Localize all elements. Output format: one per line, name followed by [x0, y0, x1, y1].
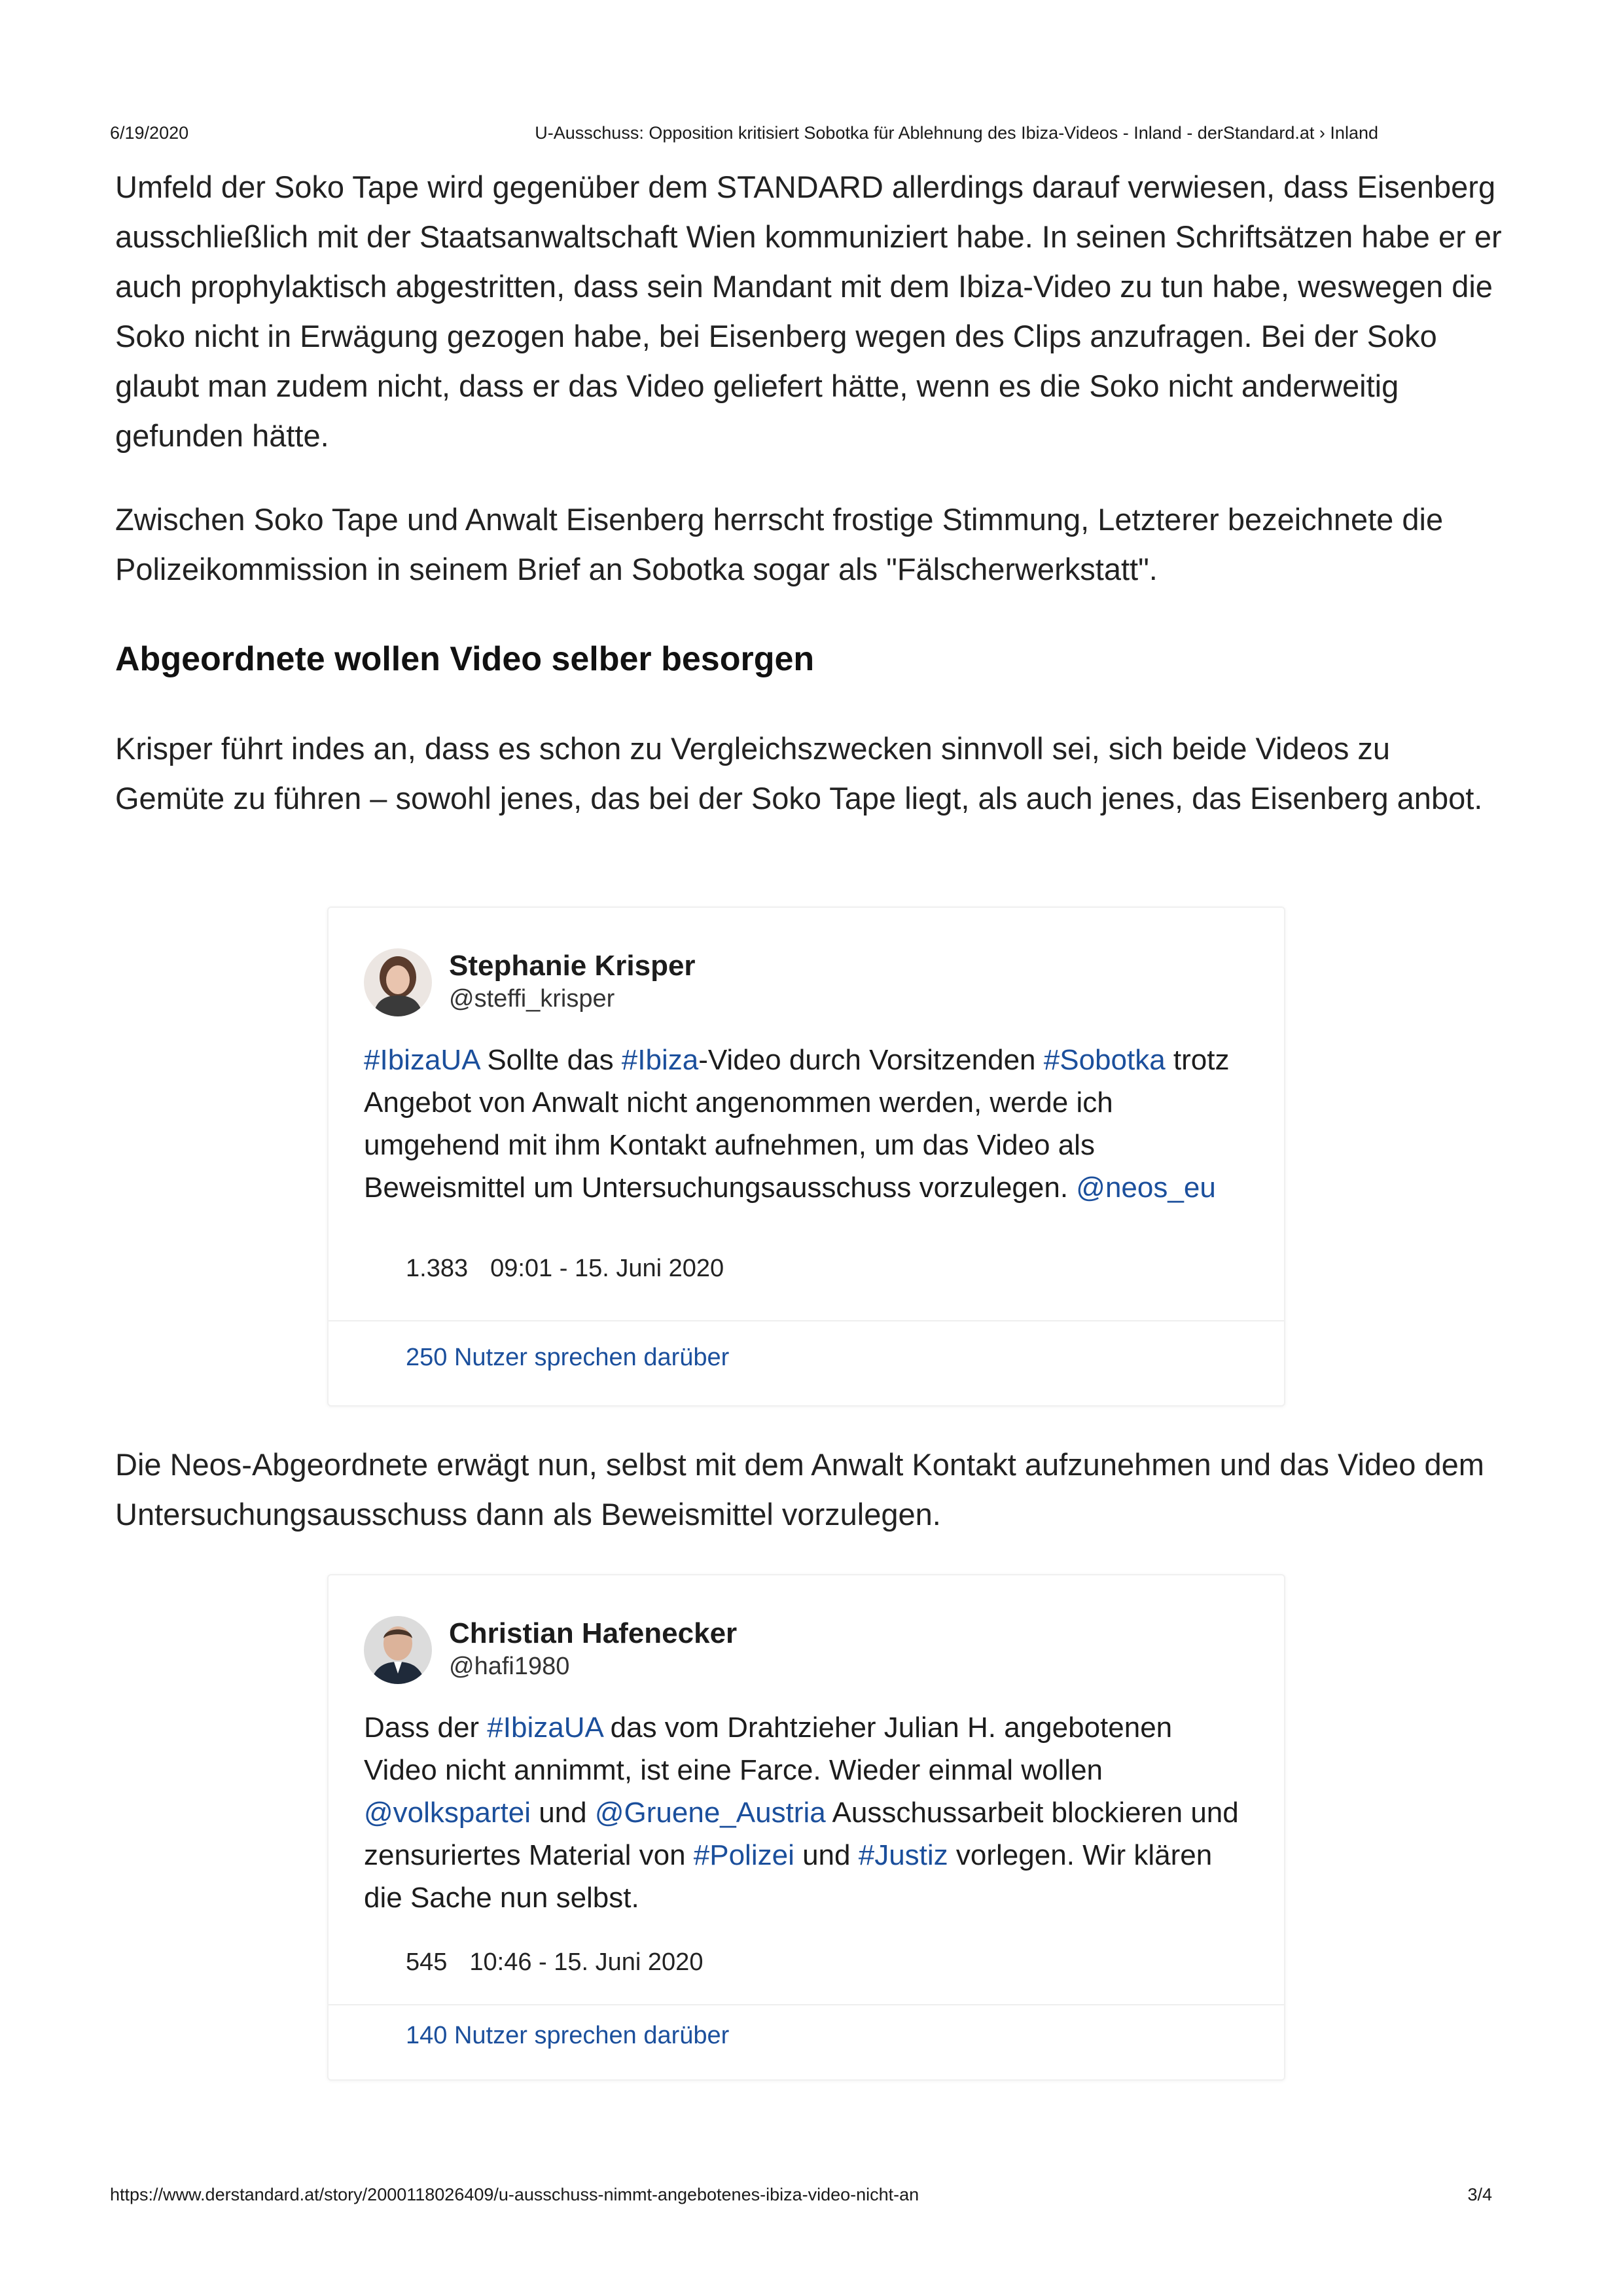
hashtag-link[interactable]: #Justiz — [858, 1839, 948, 1871]
tweet-text-segment: das vom Drahtzieher Julian H. angebotenen Video nicht annimmt, ist eine Farce. Wieder einmal wollen — [364, 1712, 1173, 1786]
tweet-meta — [406, 1948, 725, 1977]
tweet-text-segment: trotz Angebot von Anwalt nicht angenommen werden, werde ich umgehend mit ihm Kontakt aufnehmen, um das Video als Beweismittel um Untersuchungsausschuss vorzulegen. — [364, 1044, 1230, 1204]
article-subheading: Abgeordnete wollen Video selber besorgen — [115, 640, 815, 678]
author-name[interactable]: Stephanie Krisper — [449, 950, 696, 982]
tweet-meta — [406, 1255, 746, 1283]
print-date: 6/19/2020 — [110, 123, 189, 143]
author-name[interactable]: Christian Hafenecker — [449, 1617, 738, 1649]
avatar[interactable] — [364, 948, 432, 1016]
like-count[interactable]: 545 — [406, 1948, 448, 1976]
article-paragraph-2: Zwischen Soko Tape und Anwalt Eisenberg herrscht frostige Stimmung, Letzterer bezeichnete die Polizeikommission in seinem Brief an Sobotka sogar als "Fälscherwerkstatt". — [115, 502, 1444, 586]
hashtag-link[interactable]: #Sobotka — [1043, 1044, 1166, 1076]
mention-link[interactable]: @volkspartei — [364, 1797, 531, 1829]
mention-link[interactable]: @neos_eu — [1076, 1172, 1216, 1204]
article-paragraph-3: Krisper führt indes an, dass es schon zu Vergleichszwecken sinnvoll sei, sich beide Videos zu Gemüte zu führen – sowohl jenes, das bei der Soko Tape liegt, als auch jenes, das Eisenberg anbot. — [115, 731, 1483, 816]
tweet-text-segment: vorlegen. Wir klären die Sache nun selbst. — [364, 1839, 1213, 1914]
print-header — [110, 123, 1378, 149]
hashtag-link[interactable]: #Polizei — [693, 1839, 794, 1871]
tweet-text — [364, 1039, 1245, 1209]
tweet-embed-hafenecker[interactable] — [327, 1574, 1285, 2081]
mention-link[interactable]: @Gruene_Austria — [594, 1797, 826, 1829]
divider — [329, 2004, 1284, 2005]
article-paragraph-4: Die Neos-Abgeordnete erwägt nun, selbst mit dem Anwalt Kontakt aufzunehmen und das Video dem Untersuchungsausschuss dann als Beweismittel vorzulegen. — [115, 1447, 1484, 1532]
tweet-text-segment: und — [794, 1839, 859, 1871]
tweet-text-segment: und — [530, 1797, 595, 1829]
tweet-embed-krisper[interactable] — [327, 906, 1285, 1407]
tweet-text-segment: -Video durch Vorsitzenden — [698, 1044, 1044, 1076]
tweet-text-segment: Ausschussarbeit blockieren und zensuriertes Material von — [364, 1797, 1239, 1871]
tweet-timestamp[interactable]: 10:46 - 15. Juni 2020 — [469, 1948, 704, 1976]
print-footer — [110, 2185, 1492, 2211]
avatar[interactable] — [364, 1616, 432, 1684]
article-paragraph-1: Umfeld der Soko Tape wird gegenüber dem STANDARD allerdings darauf verwiesen, dass Eisenberg ausschließlich mit der Staatsanwaltschaft Wien kommuniziert habe. In seinen Schriftsätzen habe er er auch prophylaktisch abgestritten, dass sein Mandant mit dem Ibiza-Video zu tun habe, weswegen die Soko nicht in Erwägung gezogen habe, bei Eisenberg wegen des Clips anzufragen. Bei der Soko glaubt man zudem nicht, dass er das Video geliefert hätte, wenn es die Soko nicht anderweitig gefunden hätte. — [115, 170, 1502, 453]
hashtag-link[interactable]: #IbizaUA — [364, 1044, 480, 1076]
author-handle[interactable]: @steffi_krisper — [449, 985, 615, 1013]
print-url: https://www.derstandard.at/story/2000118026409/u-ausschuss-nimmt-angebotenes-ibiza-video-nicht-an — [110, 2185, 919, 2204]
discussion-link[interactable]: 250 Nutzer sprechen darüber — [406, 1344, 730, 1371]
hashtag-link[interactable]: #IbizaUA — [487, 1712, 603, 1744]
print-page-title: U-Ausschuss: Opposition kritisiert Sobotka für Ablehnung des Ibiza-Videos - Inland - derStandard.at › Inland — [535, 123, 1378, 143]
tweet-text-segment: Sollte das — [479, 1044, 622, 1076]
discussion-link[interactable]: 140 Nutzer sprechen darüber — [406, 2022, 730, 2049]
like-count[interactable]: 1.383 — [406, 1255, 469, 1282]
hashtag-link[interactable]: #Ibiza — [621, 1044, 699, 1076]
tweet-timestamp[interactable]: 09:01 - 15. Juni 2020 — [490, 1255, 724, 1282]
page-number: 3/4 — [1467, 2185, 1492, 2204]
divider — [329, 1320, 1284, 1321]
author-handle[interactable]: @hafi1980 — [449, 1653, 570, 1680]
tweet-text — [364, 1706, 1245, 1919]
tweet-text-segment: Dass der — [364, 1712, 488, 1744]
